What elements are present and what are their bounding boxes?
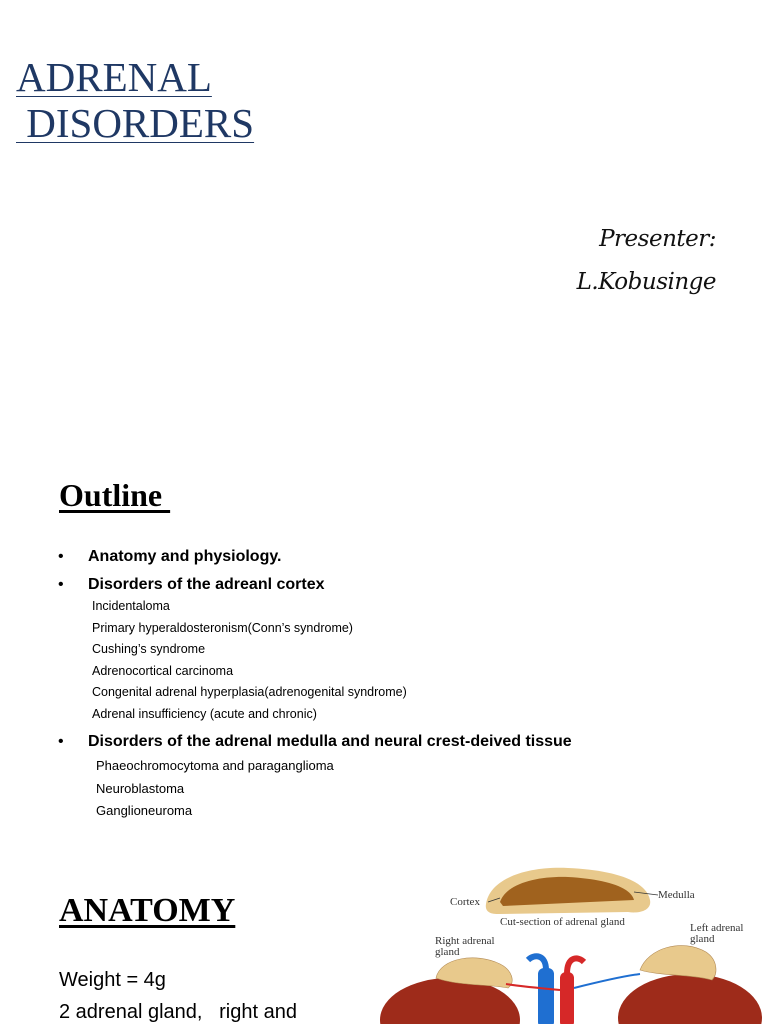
outline-subitem: Phaeochromocytoma and paraganglioma	[96, 758, 334, 773]
outline-sublist	[58, 596, 758, 725]
outline-subitem: Neuroblastoma	[96, 780, 185, 796]
outline-subitem: Adrenal insufficiency (acute and chronic)	[92, 706, 317, 721]
outline-subitem: Adrenocortical carcinoma	[92, 663, 234, 678]
left-renal-vessel	[574, 974, 640, 988]
slide-title	[16, 54, 254, 146]
outline-subitem: Incidentaloma	[92, 599, 170, 613]
left-kidney	[618, 974, 762, 1024]
venous-branch	[528, 956, 546, 970]
outline-sublist	[58, 755, 758, 823]
outline-subitem: Primary hyperaldosteronism(Conn’s syndrome)	[92, 620, 353, 635]
fact-line: 2 adrenal gland, right and	[59, 1001, 297, 1023]
aorta	[560, 972, 574, 1024]
label-cortex: Cortex	[450, 896, 480, 908]
outline-subitem: Ganglioneuroma	[96, 803, 193, 818]
outline-list	[58, 548, 758, 831]
title-line-1: ADRENAL	[16, 54, 212, 100]
label-left-gland-2: gland	[690, 933, 715, 945]
label-medulla: Medulla	[658, 889, 695, 901]
presenter-name: L.Kobusinge	[576, 269, 716, 295]
label-cut-section: Cut-section of adrenal gland	[500, 916, 625, 928]
anatomy-slide	[0, 860, 768, 1024]
presenter-label: Presenter:	[599, 226, 716, 252]
adrenal-anatomy-illustration	[378, 860, 768, 1024]
outline-title: Outline	[59, 477, 171, 513]
title-slide	[0, 0, 768, 450]
anatomy-title: ANATOMY	[59, 892, 236, 929]
aortic-arch-branch	[567, 958, 584, 974]
outline-bullet: • Disorders of the adreanl cortex	[58, 576, 758, 594]
left-adrenal-gland	[640, 946, 716, 980]
presenter-block	[577, 218, 716, 304]
label-left-gland-1: Left adrenal	[690, 922, 744, 934]
vena-cava	[538, 968, 554, 1024]
label-right-gland-1: Right adrenal	[435, 935, 495, 947]
label-right-gland-2: gland	[435, 946, 460, 958]
outline-subitem: Cushing’s syndrome	[92, 642, 206, 656]
anatomy-facts	[59, 964, 297, 1024]
outline-bullet: • Anatomy and physiology.	[58, 548, 758, 566]
title-line-2: DISORDERS	[16, 100, 255, 146]
outline-bullet: • Disorders of the adrenal medulla and neural crest-deived tissue	[58, 733, 758, 751]
outline-subitem: Congenital adrenal hyperplasia(adrenogenital syndrome)	[92, 685, 407, 699]
outline-slide	[0, 450, 768, 860]
fact-line: Weight = 4g	[59, 969, 166, 991]
